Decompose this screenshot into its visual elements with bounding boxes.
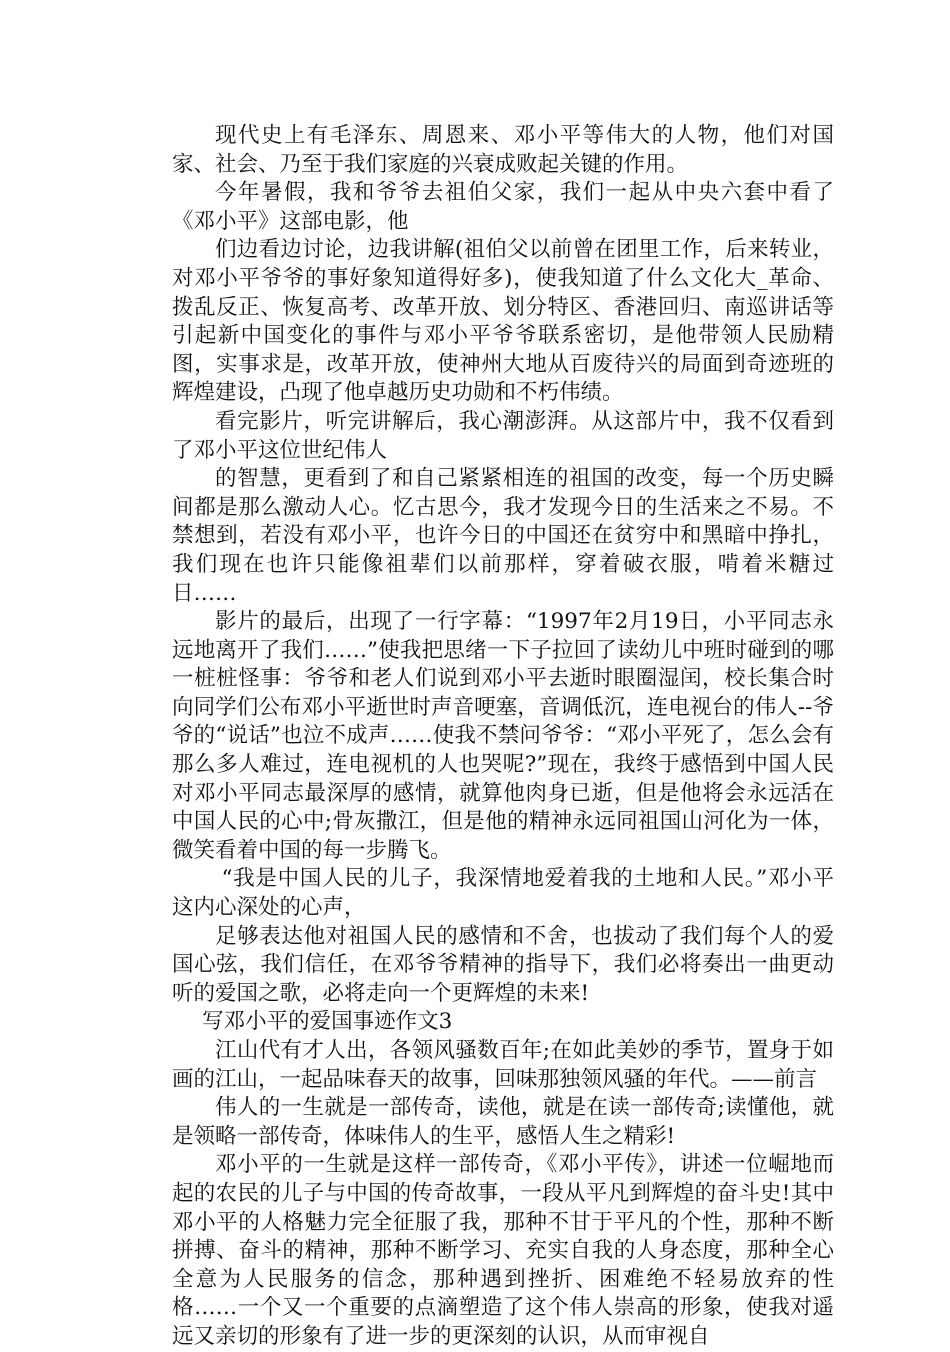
paragraph-6: 影片的最后，出现了一行字幕：“1997年2月19日，小平同志永远地离开了我们……”使我把思绪一下子拉回了读幼儿中班时碰到的哪一桩桩怪事：爷爷和老人们说到邓小平去逝时眼圈湿闰，校长集合时向同学们公布邓小平逝世时声音哽塞，音调低沉，连电视台的伟人--爷爷的“说话”也泣不成声……使我不禁问爷爷：“邓小平死了，怎么会有那么多人难过，连电视机的人也哭呢?”现在，我终于感悟到中国人民对邓小平同志最深厚的感情，就算他肉身已逝，但是他将会永远活在中国人民的心中;骨灰撒江，但是他的精神永远同祖国山河化为一体，微笑看着中国的每一步腾飞。 <box>172 609 834 863</box>
paragraph-1: 现代史上有毛泽东、周恩来、邓小平等伟大的人物，他们对国家、社会、乃至于我们家庭的兴衰成败起关键的作用。 <box>172 123 834 177</box>
paragraph-7-quote: “我是中国人民的儿子，我深情地爱着我的土地和人民。”邓小平这内心深处的心声， <box>172 866 834 921</box>
paragraph-11: 邓小平的一生就是这样一部传奇，《邓小平传》，讲述一位崛地而起的农民的儿子与中国的传奇故事，一段从平凡到辉煌的奋斗史!其中邓小平的人格魅力完全征服了我，那种不甘于平凡的个性，那种不断拼搏、奋斗的精神，那种不断学习、充实自我的人身态度，那种全心全意为人民服务的信念，那种遇到挫折、困难绝不轻易放弃的性格……一个又一个重要的点滴塑造了这个伟人崇高的形象，使我对遥远又亲切的形象有了进一步的更深刻的认识，从而审视自 <box>172 1152 834 1349</box>
paragraph-10: 伟人的一生就是一部传奇，读他，就是在读一部传奇;读懂他，就是领略一部传奇，体味伟人的生平，感悟人生之精彩! <box>172 1095 834 1149</box>
paragraph-8: 足够表达他对祖国人民的感情和不舍，也拔动了我们每个人的爱国心弦，我们信任，在邓爷爷精神的指导下，我们必将奏出一曲更动听的爱国之歌，必将走向一个更辉煌的未来! <box>172 923 834 1006</box>
paragraph-2: 今年暑假，我和爷爷去祖伯父家，我们一起从中央六套中看了《邓小平》这部电影，他 <box>172 180 834 234</box>
paragraph-4: 看完影片，听完讲解后，我心潮澎湃。从这部片中，我不仅看到了邓小平这位世纪伟人 <box>172 408 834 463</box>
section-title: 写邓小平的爱国事迹作文3 <box>202 1009 453 1035</box>
paragraph-9: 江山代有才人出，各领风骚数百年;在如此美妙的季节，置身于如画的江山，一起品味春天的故事，回味那独领风骚的年代。——前言 <box>172 1038 834 1092</box>
paragraph-5: 的智慧，更看到了和自己紧紧相连的祖国的改变，每一个历史瞬间都是那么激动人心。忆古思今，我才发现今日的生活来之不易。不禁想到，若没有邓小平，也许今日的中国还在贫穷中和黑暗中挣扎，我们现在也许只能像祖辈们以前那样，穿着破衣服，啃着米糖过日…… <box>172 466 834 606</box>
document-body <box>172 122 834 1352</box>
paragraph-3: 们边看边讨论，边我讲解(祖伯父以前曾在团里工作，后来转业，对邓小平爷爷的事好象知道得好多)，使我知道了什么文化大_革命、拨乱反正、恢复高考、改革开放、划分特区、香港回归、南巡讲话等引起新中国变化的事件与邓小平爷爷联系密切，是他带领人民励精图，实事求是，改革开放，使神州大地从百废待兴的局面到奇迹班的辉煌建设，凸现了他卓越历史功勋和不朽伟绩。 <box>172 237 834 406</box>
